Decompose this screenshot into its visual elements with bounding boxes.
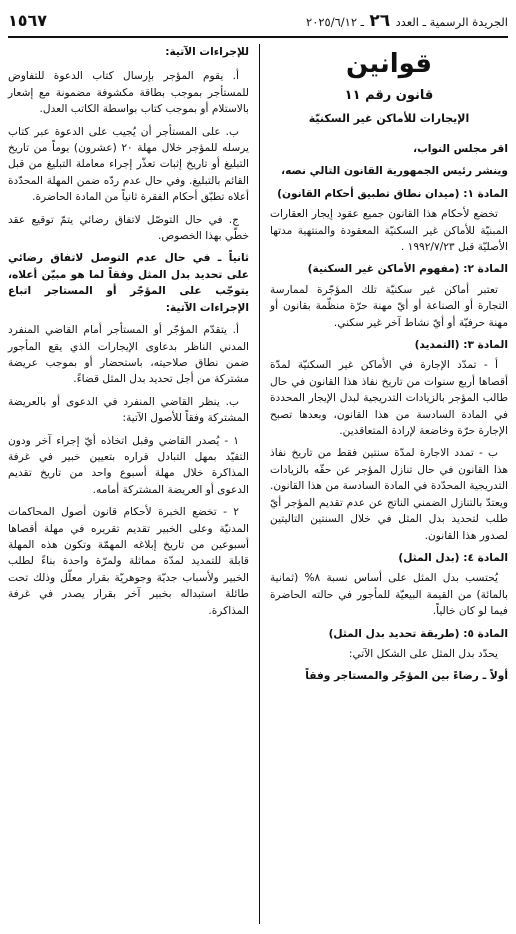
article-5-heading: المادة ٥: (طريقة تحديد بدل المثل) xyxy=(328,627,508,640)
second-clause-b: ب. ينظر القاضي المنفرد في الدعوى أو بالعريضة المشتركة وفقاً للأصول الآتية: xyxy=(8,395,249,425)
issue-number: ٢٦ xyxy=(369,10,391,31)
procedure-c: ج. في حال التوصّل لاتفاق رضائي يتمّ توقيع عقد خطّي بهذا الخصوص. xyxy=(8,213,249,243)
procedures-heading: للإجراءات الآتية: xyxy=(165,46,249,58)
page-header xyxy=(8,8,508,34)
procedure-a: أ. يقوم المؤجر بإرسال كتاب الدعوة للتفاوض للمستأجر بموجب بطاقة مكشوفة مضمونة مع إشعار بالاستلام أو بموجب كتاب بواسطة الكاتب العدل. xyxy=(8,70,249,116)
law-number: قانون رقم ١١ xyxy=(344,87,434,103)
article-3-clause-a: أ - تمدّد الإجارة في الأماكن غير السكنيّة لمدّة أقصاها أربع سنوات من تاريخ نفاذ هذا القانون في حال طالب المؤجر بالزيادات التدريجية لبدل الإيجار المحددة في المادة السادسة من هذا القانون، وبعدها تصبح الإجارة حرّة وخاضعة لإرادة المتعاقدين. xyxy=(270,359,508,438)
article-5-first: أولاً ـ رضاءً بين المؤجّر والمستاجر وفقاً xyxy=(305,670,508,683)
intro-parliament: اقر مجلس النواب، xyxy=(413,142,508,155)
rule-2: ٢ - تخضع الخبرة لأحكام قانون أصول المحاكمات المدنيّة وعلى الخبير تقديم تقريره في مهلة أقصاها أسبوعين من تاريخ إبلاغه المهمّة وتكون هذه المهلة قابلة للتمديد لمدّة مماثلة ولمرّة واحدة بناءً لطلب الخبير ولأسباب جديّة وجوهريّة بقرار معلّل وذلك تحت طائلة استبداله بخبير آخر بقرار يصدر في غرفة المذاكرة. xyxy=(8,506,249,617)
rule-1: ١ - يُصدر القاضي وقبل اتخاذه أيّ إجراء آخر ودون التقيّد بمهل التبادل قراره بتعيين خبير في غرفة المذاكرة خلال مهلة أسبوع واحد من تاريخ تقديم الدعوى أو العريضة المشتركة أمامه. xyxy=(8,434,249,496)
article-3-clause-b: ب - تمدد الاجارة لمدّة سنتين فقط من تاريخ نفاذ هذا القانون في حال تنازل المؤجر عن حقّه بالزيادات التدريجية المحدّدة في المادة السادسة من هذا القانون. ويعتدّ بالتنازل الضمني الناتج عن عدم تقديم المؤجر أيّ طلب لتحديد بدل المثل في خلال السنتين التاليتين لصدور هذا القانون. xyxy=(270,447,508,542)
intro-president: وينشر رئيس الجمهورية القانون التالي نصه، xyxy=(281,165,508,178)
header-divider xyxy=(8,36,508,38)
article-2-heading: المادة ٢: (مفهوم الأماكن غير السكنية) xyxy=(307,263,508,276)
law-subject: الإيجارات للأماكن غير السكنيّة xyxy=(308,111,470,125)
article-3-heading: المادة ٣: (التمديد) xyxy=(414,339,508,352)
second-clause: ثانياً ـ في حال عدم التوصل لاتفاق رضائي على تحديد بدل المثل وفقاً لما هو مبيّن أعلاه، يتوجّب على المؤجّر أو المستاجر اتباع الإجراءات الآتية: xyxy=(8,252,249,314)
article-1-heading: المادة ١: (ميدان نطاق تطبيق أحكام القانون) xyxy=(277,187,508,200)
article-4-text: يُحتسب بدل المثل على أساس نسبة ٨% (ثمانية بالمائة) من القيمة البيعيّة للمأجور في حالته الحاضرة فيما لو كان خالياً. xyxy=(270,572,508,618)
content-columns xyxy=(8,44,508,924)
article-5-text: يحدّد بدل المثل على الشكل الآتي: xyxy=(348,647,498,660)
gazette-title-block xyxy=(306,8,508,34)
left-column xyxy=(8,44,259,924)
gazette-title: الجريدة الرسمية ـ العدد xyxy=(395,14,508,29)
article-1-text: تخضع لأحكام هذا القانون جميع عقود إيجار العقارات المبنيّة للأماكن غير السكنيّة المعقودة والمنتهية مدتها الأصليّة قبل ١٩٩٢/٧/٢٣ . xyxy=(270,208,508,254)
page-number: ١٥٦٧ xyxy=(8,11,48,31)
second-clause-a: أ. يتقدّم المؤجّر أو المستأجر أمام القاضي المنفرد المدني الناظر بدعاوى الإيجارات الذي يقع المأجور ضمن نطاق صلاحيته، باستحضار أو بموجب عريضة مشتركة من أجل تحديد بدل المثل قضاءً. xyxy=(8,324,249,386)
right-column xyxy=(259,44,508,924)
section-title: قوانين xyxy=(345,49,432,79)
article-4-heading: المادة ٤: (بدل المثل) xyxy=(398,551,508,564)
article-2-text: تعتبر أماكن غير سكنيّة تلك المؤجّرة لممارسة التجارة أو الصناعة أو أيّ مهنة حرّة منظّمة بقانون أو مهنة حرفيّة أو أيّ نشاط آخر غير سكني. xyxy=(270,283,508,329)
issue-date: ـ ٢٠٢٥/٦/١٢ xyxy=(306,14,365,29)
procedure-b: ب. على المستأجر أن يُجيب على الدعوة عبر كتاب يرسله للمؤجر خلال مهلة ٢٠ (عشرون) يوماً من تاريخ التبليغ أو تاريخ إثبات تعذّر إجراء معاملة التبليغ من قبل القائم بالتبليغ. وفي حال عدم ردّه ضمن المهلة المحدّدة أعلاه تطبّق أحكام الفقرة ثانياً من المادة الحاضرة. xyxy=(8,125,249,204)
